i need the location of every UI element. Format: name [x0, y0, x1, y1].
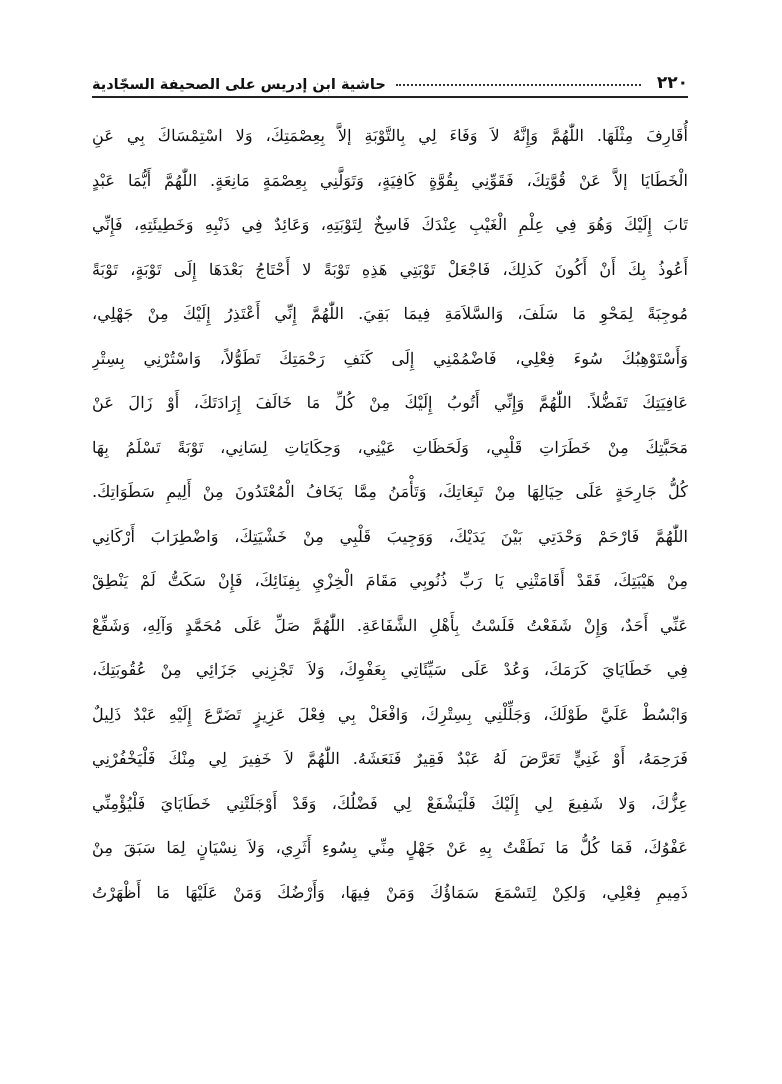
page-header — [92, 52, 688, 92]
text-line: الْخَطَايَا إلاَّ عَنْ قُوَّتِكَ، فَقَوِّنِي بِقُوَّةٍ كَافِيَةٍ، وَتَوَلَّنِي بِعِصْمَةٍ مَانِعَةٍ. اللّٰهُمَّ أَيُّمَا عَبْدٍ — [92, 170, 688, 190]
text-line: أَعُوذُ بِكَ أَنْ أَكُونَ كَذلِكَ، فَاجْعَلْ تَوْبَتِي هَذِهِ تَوْبَةً لا أَحْتَاجُ بَعْدَهَا إِلَى تَوْبَةٍ، تَوْبَةً — [92, 259, 688, 279]
text-line: مَحَبَّتِكَ مِنْ خَطَرَاتِ قَلْبِي، وَلَحَظَاتِ عَيْنِي، وَحِكَايَاتِ لِسَانِي، تَوْبَةً تَسْلَمُ بِهَا — [92, 437, 688, 457]
text-line: مِنْ هَيْبَتِكَ، فَقَدْ أَقَامَتْنِي يَا رَبِّ ذُنُوبِي مَقَامَ الْخِزْيِ بِفِنَائِكَ، فَإِنْ سَكَتُّ لَمْ يَنْطِقْ — [92, 571, 688, 590]
text-line: تَابَ إِلَيْكَ وَهُوَ فِي عِلْمِ الْغَيْبِ عِنْدَكَ فَاسِخٌ لِتَوْبَتِهِ، وَعَائِدٌ فِي ذَنْبِهِ وَخَطِيئَتِهِ، فَإِنِّي — [92, 215, 688, 234]
running-title: حاشية ابن إدريس على الصحيفة السجّادية — [92, 76, 386, 93]
text-line: وَأَسْتَوْهِبُكَ سُوءَ فِعْلِي، فَاضْمُمْنِي إِلَى كَنَفِ رَحْمَتِكَ تَطَوُّلاً، وَاسْتُرْنِي بِسِتْرِ — [92, 348, 688, 368]
text-line: عَفْوُكَ، فَمَا كُلُّ مَا نَطَقْتُ بِهِ عَنْ جَهْلٍ مِنِّي بِسُوءِ أَثَرِي، وَلاَ نِسْيَانٍ لِمَا سَبَقَ مِنْ — [92, 838, 688, 857]
text-line: مُوجِبَةً لِمَحْوِ مَا سَلَفَ، وَالسَّلاَمَةِ فِيمَا بَقِيَ. اللّٰهُمَّ إِنِّي أَعْتَذِرُ إِلَيْكَ مِنْ جَهْلِي، — [92, 304, 688, 323]
header-rule — [92, 96, 688, 98]
text-line: فَرَحِمَهُ، أَوْ غَنِيٍّ تَعَرَّضَ لَهُ عَبْدٌ فَقِيرٌ فَنَعَشَهُ. اللّٰهُمَّ لاَ خَفِيرَ لِي مِنْكَ فَلْيَخْفُرْنِي — [92, 749, 688, 768]
header-leader-dots — [396, 83, 641, 86]
text-line: عَافِيَتِكَ تَفَضُّلاً. اللّٰهُمَّ وَإِنِّي أَتُوبُ إِلَيْكَ مِنْ كُلِّ مَا خَالَفَ إِرَادَتَكَ، أَوْ زَالَ عَنْ — [92, 393, 688, 412]
text-line: عِزُّكَ، وَلا شَفِيعَ لِي إِلَيْكَ فَلْيَشْفَعْ لِي فَضْلُكَ، وَقَدْ أَوْجَلَتْنِي خَطَايَايَ فَلْيُؤْمِنِّي — [92, 793, 688, 813]
text-line: ذَمِيمِ فِعْلِي، وَلكِنْ لِتَسْمَعَ سَمَاؤُكَ وَمَنْ فِيهَا، وَأَرْضُكَ وَمَنْ عَلَيْهَا مَا أَظْهَرْتُ — [92, 882, 688, 902]
text-line: وَابْسُطْ عَلَيَّ طَوْلَكَ، وَجَلِّلْنِي بِسِتْرِكَ، وَافْعَلْ بِي فِعْلَ عَزِيزٍ تَضَرَّعَ إِلَيْهِ عَبْدٌ ذَلِيلٌ — [92, 704, 688, 724]
text-line: كُلُّ جَارِحَةٍ عَلَى حِيَالِهَا مِنْ تَبِعَاتِكَ، وَتَأْمَنُ مِمَّا يَخَافُ الْمُعْتَدُونَ مِنْ أَلِيمِ سَطَوَاتِكَ. — [92, 482, 688, 501]
page-number: ٢٢٠ — [656, 73, 688, 93]
text-line: فِي خَطَايَايَ كَرَمَكَ، وَعُدْ عَلَى سَيِّئَاتِي بِعَفْوِكَ، وَلاَ تَجْزِنِي جَزَائِي مِنْ عُقُوبَتِكَ، — [92, 660, 688, 679]
text-line: أُقَارِفَ مِثْلَهَا. اللّٰهُمَّ وَإِنَّهُ لاَ وَفَاءَ لِي بِالتَّوْبَةِ إلاَّ بِعِصْمَتِكَ، وَلا اسْتِمْسَاكَ بِي عَنِ — [92, 126, 688, 145]
text-line: عَنِّي أَحَدٌ، وَإِنْ شَفَعْتُ فَلَسْتُ بِأَهْلِ الشَّفَاعَةِ. اللّٰهُمَّ صَلِّ عَلَى مُحَمَّدٍ وَآلِهِ، وَشَفِّعْ — [92, 615, 688, 635]
text-line: اللّٰهُمَّ فَارْحَمْ وَحْدَتِي بَيْنَ يَدَيْكَ، وَوَجِيبَ قَلْبِي مِنْ خَشْيَتِكَ، وَاضْطِرَابَ أَرْكَانِي — [92, 526, 688, 546]
body-text — [92, 114, 688, 915]
